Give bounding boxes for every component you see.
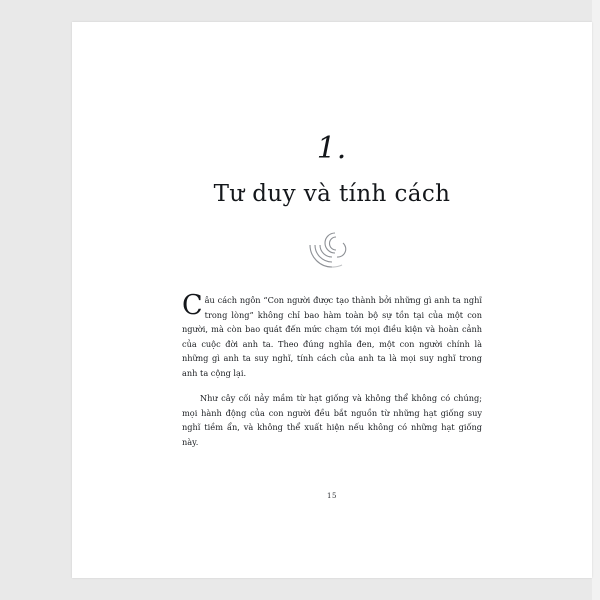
paragraph-second: Như cây cối nảy mầm từ hạt giống và không thể không có chúng; mọi hành động của con người đều bắt nguồn từ những hạt giống suy nghĩ tiềm ẩn, và không thể xuất hiện nếu không có những hạt giống này. <box>182 393 482 447</box>
body-text <box>182 290 482 449</box>
drop-cap: C <box>182 290 203 321</box>
paragraph-first <box>182 290 482 380</box>
chapter-title: Tư duy và tính cách <box>213 181 451 207</box>
page-background-bottom <box>0 578 600 600</box>
page-background-left <box>0 0 72 600</box>
spiral-ornament-icon <box>72 221 592 281</box>
page-content <box>72 22 592 578</box>
chapter-number: 1. <box>316 131 348 166</box>
page-number: 15 <box>327 492 337 500</box>
book-page <box>72 22 592 578</box>
page-background-right <box>592 0 600 600</box>
paragraph-first-text: âu cách ngôn “Con người được tạo thành bởi những gì anh ta nghĩ trong lòng” không chỉ bao hàm toàn bộ sự tồn tại của một con người, mà còn bao quát đến mức chạm tới mọi điều kiện và hoàn cảnh của cuộc đời anh ta. Theo đúng nghĩa đen, một con người chính là những gì anh ta suy nghĩ, tính cách của anh ta là mọi suy nghĩ trong anh ta cộng lại. <box>182 295 482 378</box>
page-background-top <box>0 0 600 22</box>
